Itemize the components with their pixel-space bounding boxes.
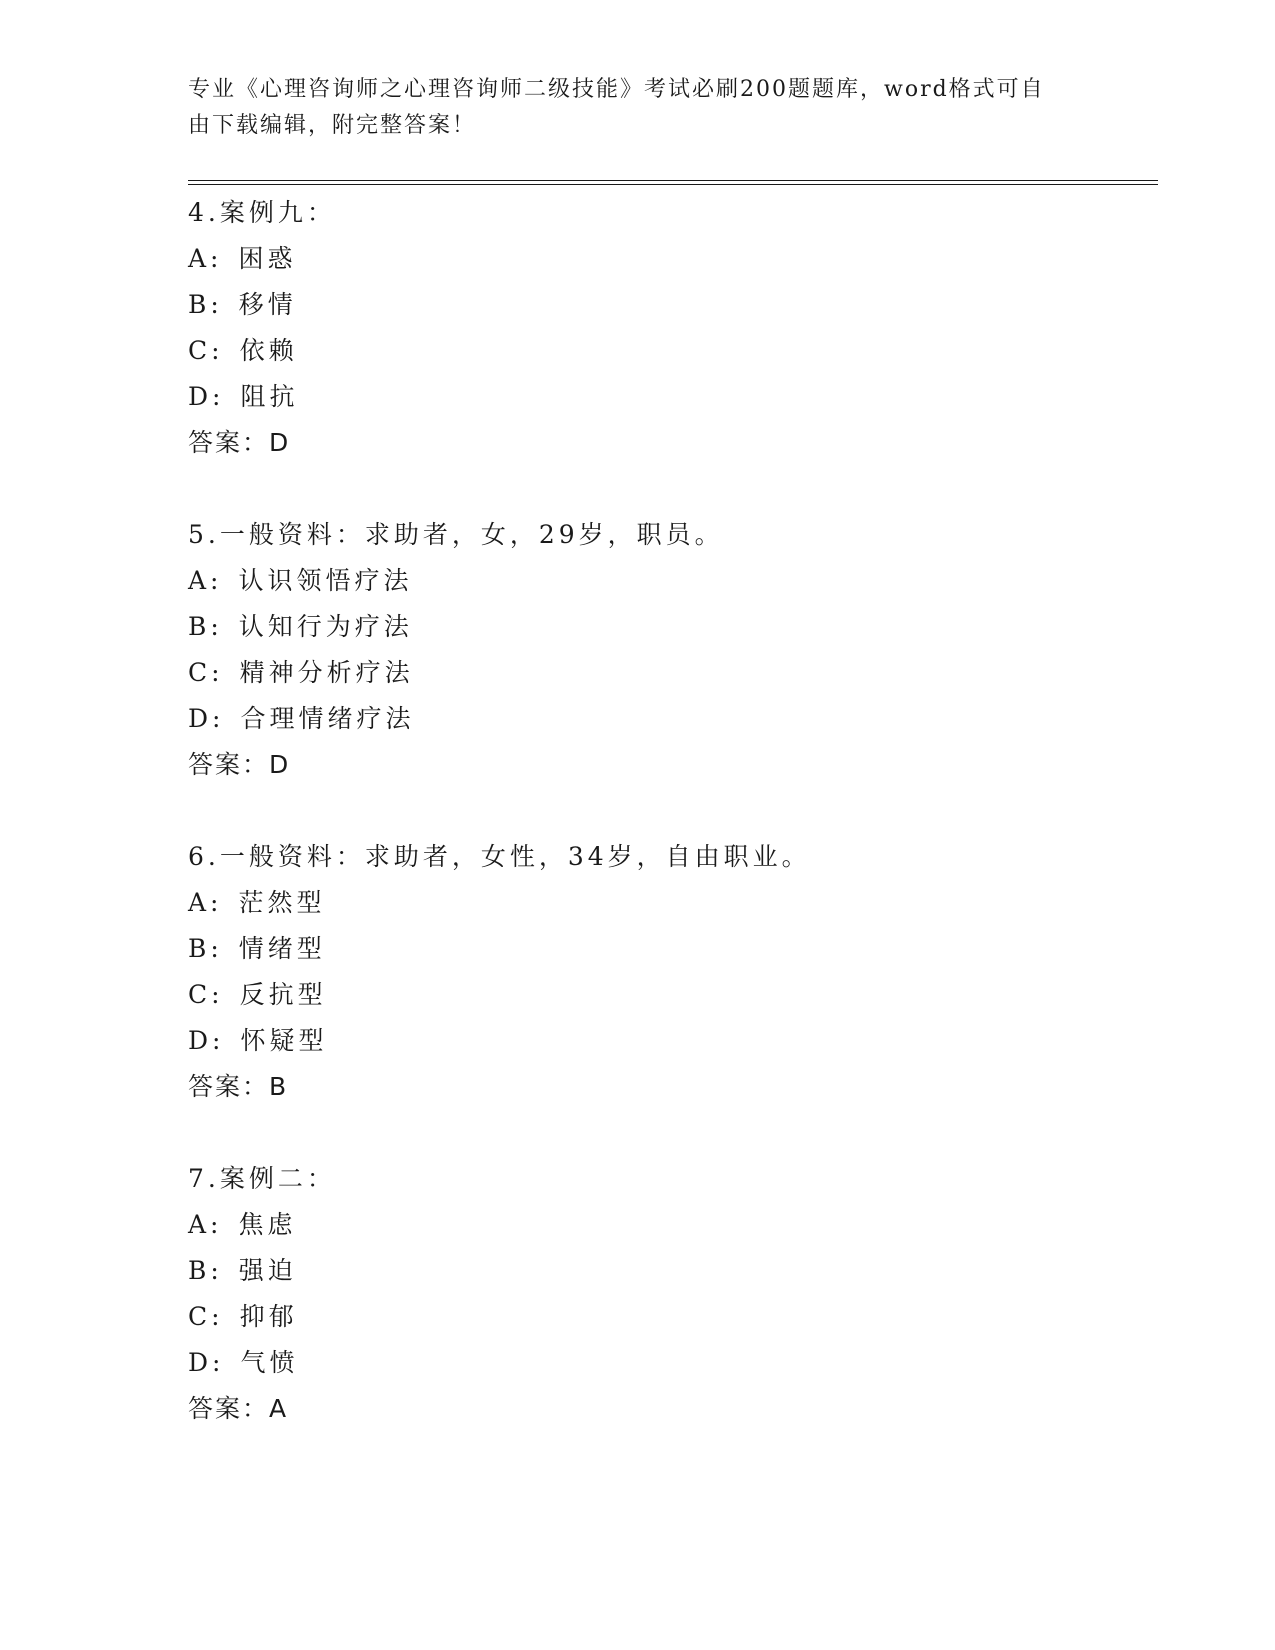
option-text: 认识领悟疗法: [238, 566, 413, 595]
option-text: 合理情绪疗法: [240, 704, 415, 733]
option-d: [188, 696, 1158, 742]
option-text: 茫然型: [238, 888, 326, 917]
option-text: 移情: [238, 290, 297, 319]
option-letter: D:: [188, 1026, 225, 1055]
option-letter: A:: [188, 1210, 223, 1239]
option-d: [188, 374, 1158, 420]
header-divider-bottom: [188, 184, 1158, 185]
question-6: [188, 834, 1158, 1110]
question-stem: 6.一般资料：求助者，女性，34岁，自由职业。: [188, 842, 811, 871]
option-text: 怀疑型: [240, 1026, 328, 1055]
answer-line: 答案：A: [188, 1394, 289, 1423]
option-c: [188, 328, 1158, 374]
option-text: 依赖: [239, 336, 298, 365]
option-c: [188, 972, 1158, 1018]
option-text: 焦虑: [238, 1210, 297, 1239]
header-divider-top: [188, 180, 1158, 181]
option-b: [188, 1248, 1158, 1294]
option-letter: D:: [188, 382, 225, 411]
option-b: [188, 926, 1158, 972]
option-letter: C:: [188, 658, 224, 687]
question-7: [188, 1156, 1158, 1432]
option-text: 抑郁: [239, 1302, 298, 1331]
option-text: 困惑: [238, 244, 297, 273]
option-letter: C:: [188, 336, 224, 365]
option-b: [188, 282, 1158, 328]
question-stem: 4.案例九：: [188, 198, 336, 227]
option-b: [188, 604, 1158, 650]
question-stem: 5.一般资料：求助者，女，29岁，职员。: [188, 520, 724, 549]
option-letter: A:: [188, 888, 223, 917]
option-letter: B:: [188, 934, 223, 963]
option-text: 情绪型: [238, 934, 326, 963]
option-text: 阻抗: [240, 382, 299, 411]
option-d: [188, 1018, 1158, 1064]
option-c: [188, 650, 1158, 696]
option-letter: C:: [188, 980, 224, 1009]
option-text: 反抗型: [239, 980, 327, 1009]
question-stem: 7.案例二：: [188, 1164, 336, 1193]
option-letter: C:: [188, 1302, 224, 1331]
question-5: [188, 512, 1158, 788]
option-letter: D:: [188, 1348, 225, 1377]
question-list: [188, 190, 1158, 1478]
option-d: [188, 1340, 1158, 1386]
option-letter: B:: [188, 290, 223, 319]
answer-line: 答案：D: [188, 750, 291, 779]
option-letter: B:: [188, 1256, 223, 1285]
option-letter: A:: [188, 244, 223, 273]
document-header: 专业《心理咨询师之心理咨询师二级技能》考试必刷200题题库，word格式可自由下载编辑，附完整答案！: [188, 77, 1045, 138]
option-c: [188, 1294, 1158, 1340]
option-text: 气愤: [240, 1348, 299, 1377]
question-4: [188, 190, 1158, 466]
option-text: 强迫: [238, 1256, 297, 1285]
option-a: [188, 1202, 1158, 1248]
option-letter: A:: [188, 566, 223, 595]
answer-line: 答案：B: [188, 1072, 289, 1101]
option-text: 认知行为疗法: [238, 612, 413, 641]
option-letter: B:: [188, 612, 223, 641]
option-letter: D:: [188, 704, 225, 733]
answer-line: 答案：D: [188, 428, 291, 457]
option-a: [188, 236, 1158, 282]
option-text: 精神分析疗法: [239, 658, 414, 687]
option-a: [188, 558, 1158, 604]
option-a: [188, 880, 1158, 926]
